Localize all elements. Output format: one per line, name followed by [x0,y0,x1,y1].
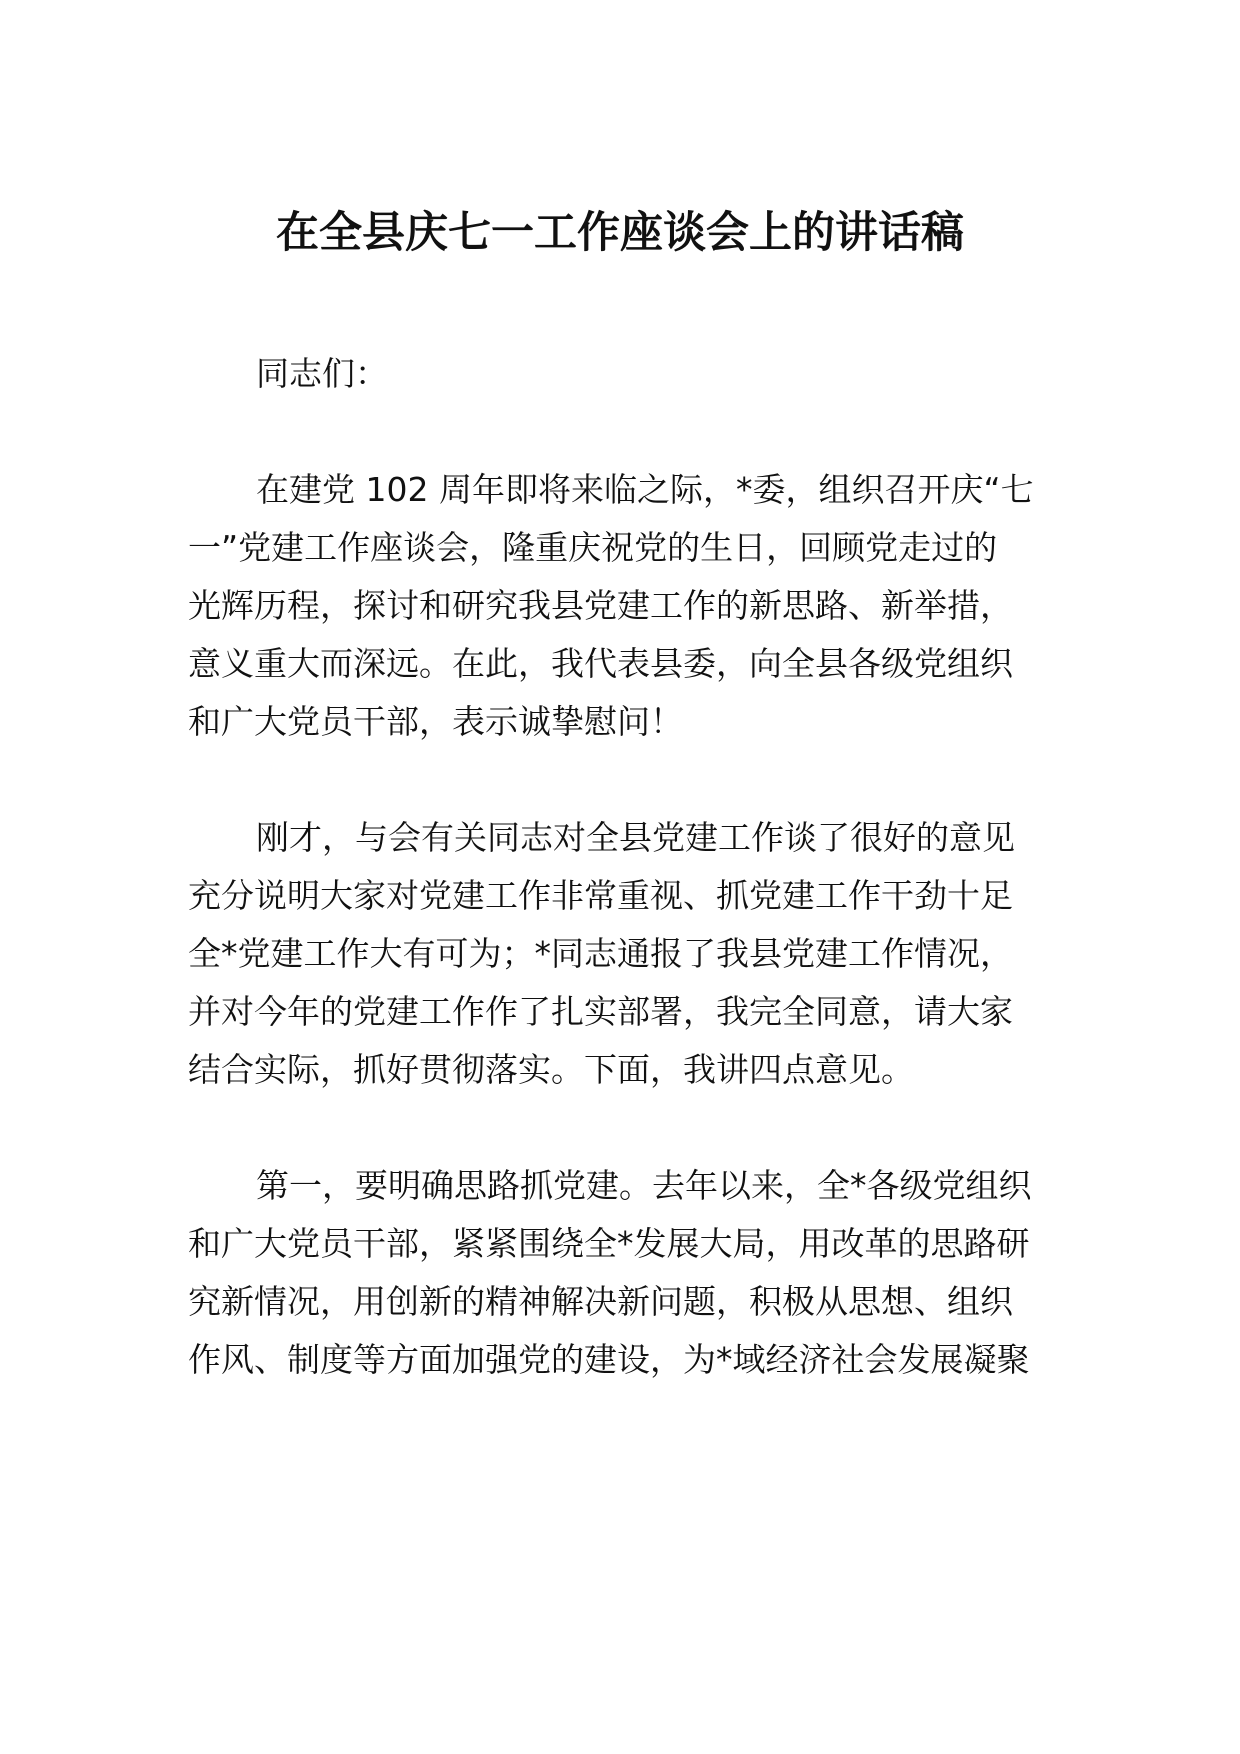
paragraph-line: 刚才，与会有关同志对全县党建工作谈了很好的意见 [256,818,1015,857]
paragraph-line: 和广大党员干部，紧紧围绕全*发展大局，用改革的思路研 [188,1224,1030,1263]
paragraph-line: 和广大党员干部，表示诚挚慰问！ [188,702,683,741]
paragraph-line: 意义重大而深远。在此，我代表县委，向全县各级党组织 [188,644,1013,683]
paragraph-line: 结合实际，抓好贯彻落实。下面，我讲四点意见。 [188,1050,914,1089]
paragraph-line: 光辉历程，探讨和研究我县党建工作的新思路、新举措， [188,586,1013,625]
paragraph-line: 并对今年的党建工作作了扎实部署，我完全同意，请大家 [188,992,1013,1031]
paragraph-line: 究新情况，用创新的精神解决新问题，积极从思想、组织 [188,1282,1013,1321]
paragraph-line: 作风、制度等方面加强党的建设，为*域经济社会发展凝聚 [188,1340,1030,1379]
paragraph-line: 第一，要明确思路抓党建。去年以来，全*各级党组织 [256,1166,1032,1205]
paragraph-line: 充分说明大家对党建工作非常重视、抓党建工作干劲十足 [188,876,1013,915]
paragraph-line: 一”党建工作座谈会，隆重庆祝党的生日，回顾党走过的 [188,528,998,567]
paragraph-line: 在建党 102 周年即将来临之际，*委，组织召开庆“七 [256,470,1034,509]
paragraph-line: 全*党建工作大有可为；*同志通报了我县党建工作情况， [188,934,1013,973]
document-title: 在全县庆七一工作座谈会上的讲话稿 [276,208,964,258]
salutation: 同志们： [256,354,388,393]
